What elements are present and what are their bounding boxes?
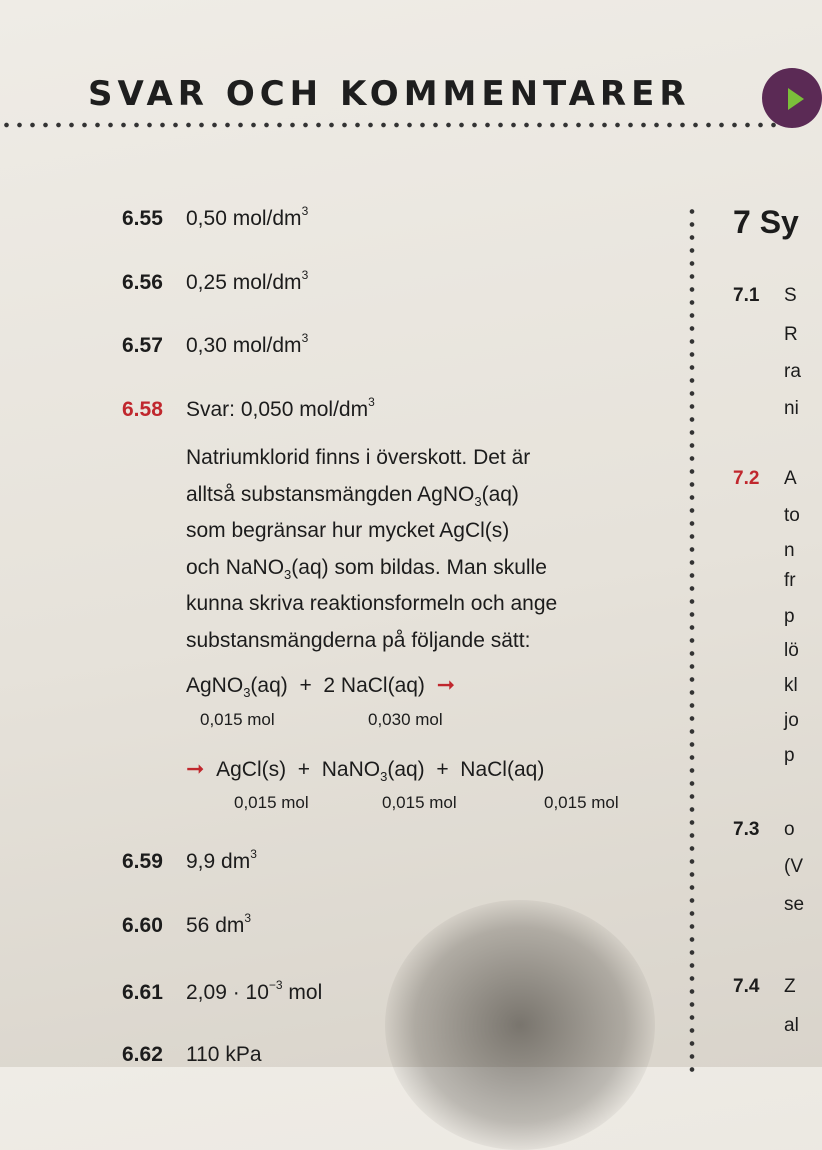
reaction-arrow-icon: ➞ (186, 756, 205, 781)
answer-value: 9,9 dm (186, 850, 251, 873)
answer-value: 56 dm (186, 914, 245, 937)
column-dotted-divider (688, 205, 696, 1075)
right-item-fragment: ra (784, 361, 801, 382)
right-item-fragment: jo (784, 710, 799, 731)
answer-6-62 (122, 1043, 262, 1067)
photo-shadow (385, 900, 655, 1150)
right-item-fragment: R (784, 324, 798, 345)
answer-exponent: 3 (301, 331, 309, 345)
chapter-7-heading: 7 Sy (733, 204, 799, 240)
answer-value: 0,25 mol/dm (186, 271, 302, 294)
right-item-number: 7.3 (733, 819, 760, 840)
answer-exponent: 3 (250, 847, 257, 861)
answer-number: 6.56 (122, 271, 163, 294)
answer-unit: mol (282, 981, 323, 1004)
answer-6-60 (122, 911, 252, 938)
comment-line: alltså substansmängden AgNO$_3$(aq) (186, 482, 519, 509)
plus-sign: + (436, 758, 449, 781)
mol-nacl: 0,030 mol (368, 710, 443, 729)
mol-agno3: 0,015 mol (200, 710, 275, 729)
mol-nacl-excess: 0,015 mol (544, 793, 619, 812)
product-agcl: AgCl(s) (216, 758, 287, 781)
answer-exponent: 3 (244, 911, 252, 925)
right-item-fragment: kl (784, 675, 798, 696)
answer-6-58-comment (186, 440, 656, 659)
right-item-fragment: p (784, 745, 795, 766)
product-nano3: NaNO$_3$(aq) (321, 758, 425, 784)
answer-number: 6.60 (122, 914, 163, 937)
page-header-title: SVAR OCH KOMMENTARER (88, 74, 691, 114)
answer-value: Svar: 0,050 mol/dm (186, 398, 369, 421)
right-item-fragment: ni (784, 398, 799, 419)
right-item-number: 7.4 (733, 976, 760, 997)
answer-6-61 (122, 978, 323, 1005)
reactant-agno3: AgNO$_3$(aq) (186, 674, 288, 700)
answer-value: 110 kPa (186, 1043, 262, 1066)
right-item-fragment: p (784, 606, 795, 627)
right-item-fragment: se (784, 894, 805, 915)
right-item-fragment: Z (784, 976, 796, 997)
mol-nano3: 0,015 mol (382, 793, 457, 812)
comment-line: Natriumklorid finns i överskott. Det är (186, 446, 531, 469)
answer-exponent: 3 (301, 268, 309, 282)
answer-number: 6.61 (122, 981, 163, 1004)
answer-number: 6.57 (122, 334, 163, 357)
plus-sign: + (299, 674, 312, 697)
answer-6-57 (122, 331, 309, 358)
answer-value: 0,50 mol/dm (186, 207, 302, 230)
right-item-fragment: lö (784, 640, 799, 661)
chapter-tab-badge-icon (762, 68, 822, 128)
right-item-number: 7.1 (733, 285, 760, 306)
answer-number: 6.58 (122, 398, 163, 421)
right-item-fragment: o (784, 819, 795, 840)
comment-line: substansmängderna på följande sätt: (186, 628, 531, 652)
answer-6-59 (122, 847, 257, 874)
right-item-number: 7.2 (733, 468, 760, 489)
answer-value: 2,09 · 10 (186, 981, 269, 1004)
answer-6-56 (122, 268, 309, 295)
right-item-fragment: al (784, 1015, 799, 1036)
comment-line: och NaNO$_3$(aq) som bildas. Man skulle (186, 555, 547, 582)
answer-exponent: −3 (268, 978, 283, 992)
answer-6-58 (122, 395, 375, 422)
answer-exponent: 3 (301, 204, 309, 218)
answer-number: 6.62 (122, 1043, 163, 1066)
reaction-equation-products (186, 756, 544, 782)
reaction-equation-reactants (186, 672, 455, 698)
right-item-fragment: fr (784, 570, 796, 591)
comment-line: som begränsar hur mycket AgCl(s) (186, 519, 510, 542)
answer-number: 6.59 (122, 850, 163, 873)
header-dotted-rule (0, 121, 780, 129)
right-item-fragment: (V (784, 856, 803, 877)
comment-line: kunna skriva reaktionsformeln och ange (186, 592, 558, 615)
answer-6-55 (122, 204, 309, 231)
reactant-nacl: 2 NaCl(aq) (323, 674, 425, 697)
plus-sign: + (297, 758, 311, 781)
reaction-arrow-icon: ➞ (436, 672, 456, 697)
product-nacl: NaCl(aq) (460, 758, 545, 781)
answer-number: 6.55 (122, 207, 163, 230)
right-item-fragment: n (784, 540, 795, 561)
mol-agcl: 0,015 mol (234, 793, 309, 812)
right-item-fragment: A (784, 468, 797, 489)
right-item-fragment: S (784, 285, 797, 306)
answer-exponent: 3 (368, 395, 375, 409)
answer-value: 0,30 mol/dm (186, 334, 302, 357)
right-item-fragment: to (784, 505, 800, 526)
